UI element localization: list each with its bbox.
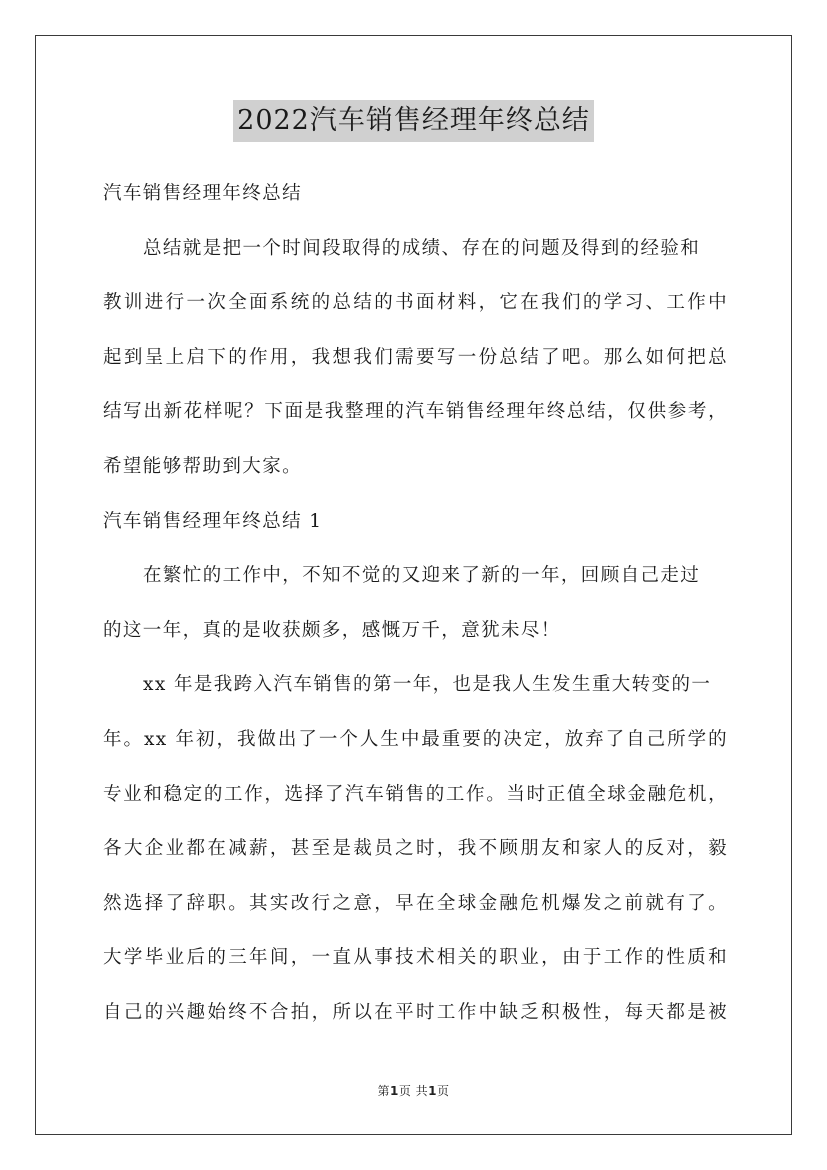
paragraph-line: xx 年是我跨入汽车销售的第一年，也是我人生发生重大转变的一 xyxy=(143,674,712,696)
title-container xyxy=(0,100,827,142)
paragraph-line: 希望能够帮助到大家。 xyxy=(103,455,303,477)
footer-total-pages: 1 xyxy=(428,1084,438,1098)
paragraph-line: 专业和稳定的工作，选择了汽车销售的工作。当时正值全球金融危机， xyxy=(103,783,728,805)
document-body xyxy=(103,176,728,1050)
footer-page-number: 1 xyxy=(389,1084,399,1098)
footer-prefix: 第 xyxy=(377,1084,390,1098)
section-heading: 汽车销售经理年终总结 xyxy=(103,183,303,204)
paragraph-line: 的这一年，真的是收获颇多，感慨万千，意犹未尽！ xyxy=(103,619,561,641)
paragraph-line: 年。xx 年初，我做出了一个人生中最重要的决定，放弃了自己所学的 xyxy=(103,728,728,750)
paragraph-line: 大学毕业后的三年间，一直从事技术相关的职业，由于工作的性质和 xyxy=(103,947,728,969)
paragraph-line: 结写出新花样呢？下面是我整理的汽车销售经理年终总结，仅供参考， xyxy=(103,401,728,423)
paragraph-line: 在繁忙的工作中，不知不觉的又迎来了新的一年，回顾自己走过 xyxy=(143,565,701,587)
paragraph-line: 自己的兴趣始终不合拍，所以在平时工作中缺乏积极性，每天都是被 xyxy=(103,1001,728,1023)
section-heading: 汽车销售经理年终总结 1 xyxy=(103,510,323,532)
paragraph-line: 教训进行一次全面系统的总结的书面材料，它在我们的学习、工作中 xyxy=(103,292,728,314)
paragraph-line: 总结就是把一个时间段取得的成绩、存在的问题及得到的经验和 xyxy=(143,237,701,259)
footer-mid: 页 共 xyxy=(398,1084,429,1098)
document-title: 2022汽车销售经理年终总结 xyxy=(233,100,594,142)
page-footer xyxy=(0,1082,827,1099)
paragraph-line: 各大企业都在减薪，甚至是裁员之时，我不顾朋友和家人的反对，毅 xyxy=(103,838,728,860)
paragraph-line: 然选择了辞职。其实改行之意，早在全球金融危机爆发之前就有了。 xyxy=(103,892,728,914)
footer-suffix: 页 xyxy=(437,1084,450,1098)
paragraph-line: 起到呈上启下的作用，我想我们需要写一份总结了吧。那么如何把总 xyxy=(103,346,728,368)
